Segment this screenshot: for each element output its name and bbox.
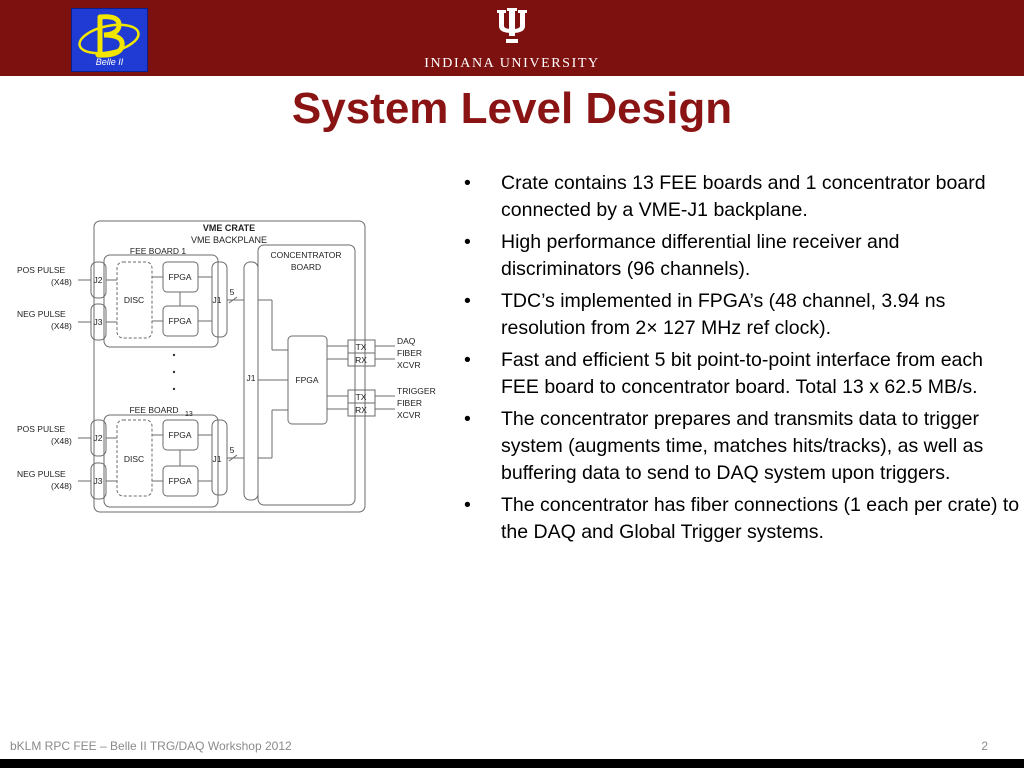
- bullet-symbol: •: [464, 408, 471, 430]
- iu-trident-icon: [495, 8, 529, 44]
- bullet-item: [460, 406, 1020, 487]
- tx-label-trigger: TX: [355, 392, 367, 402]
- bullet-symbol: •: [464, 231, 471, 253]
- concentrator-label-1: CONCENTRATOR: [270, 250, 342, 260]
- j1-label-1: J1: [212, 295, 222, 305]
- bullet-text: Fast and efficient 5 bit point-to-point interface from each FEE board to concentrator board. Total 13 x 62.5 MB/s.: [501, 349, 983, 398]
- bullet-item: [460, 347, 1020, 401]
- bullet-text: The concentrator has fiber connections (1 each per crate) to the DAQ and Global Trigger systems.: [501, 494, 1020, 543]
- bullet-item: [460, 492, 1020, 546]
- x48-label-2: (X48): [51, 321, 72, 331]
- j3-label-13: J3: [93, 476, 103, 486]
- bullet-item: [460, 229, 1020, 283]
- j3-label-1: J3: [93, 317, 103, 327]
- j1-label-13: J1: [212, 454, 222, 464]
- bottom-bar: [0, 759, 1024, 768]
- fee-board-13-box: [104, 415, 218, 507]
- bullet-text: TDC’s implemented in FPGA’s (48 channel, 3.94 ns resolution from 2× 127 MHz ref clock).: [501, 290, 946, 339]
- vme-crate-box: [94, 221, 365, 512]
- crate-title: VME CRATE: [202, 223, 256, 233]
- neg-pulse-label-1: NEG PULSE: [17, 309, 66, 319]
- pos-pulse-label-1: POS PULSE: [17, 265, 66, 275]
- belle-ii-logo: [71, 8, 148, 72]
- fee-board-1-box: [104, 255, 218, 347]
- bullet-symbol: •: [464, 494, 471, 516]
- disc-label-1: DISC: [123, 295, 145, 305]
- pos-pulse-label-13: POS PULSE: [17, 424, 66, 434]
- neg-pulse-label-13: NEG PULSE: [17, 469, 66, 479]
- fee-board-13-label: FEE BOARD: [129, 405, 179, 415]
- trigger-label-1: TRIGGER: [397, 386, 436, 396]
- footer-text: bKLM RPC FEE – Belle II TRG/DAQ Workshop 2012: [10, 739, 292, 753]
- trigger-label-3: XCVR: [397, 410, 421, 420]
- x48-label-4: (X48): [51, 481, 72, 491]
- fee-board-13-number: 13: [185, 411, 193, 418]
- backplane-label: VME BACKPLANE: [190, 235, 268, 245]
- fpga-label-1a: FPGA: [168, 272, 192, 282]
- bullet-symbol: •: [464, 290, 471, 312]
- daq-label-2: FIBER: [397, 348, 423, 358]
- x48-label-3: (X48): [51, 436, 72, 446]
- fpga-label-13b: FPGA: [168, 476, 192, 486]
- bullet-symbol: •: [464, 172, 471, 194]
- bus-width-13: 5: [229, 445, 235, 455]
- bullet-text: Crate contains 13 FEE boards and 1 concentrator board connected by a VME-J1 backplane.: [501, 172, 986, 221]
- bullet-item: [460, 288, 1020, 342]
- bullet-item: [460, 170, 1020, 224]
- fpga-label-13a: FPGA: [168, 430, 192, 440]
- trigger-label-2: FIBER: [397, 398, 423, 408]
- concentrator-fpga-label: FPGA: [295, 375, 319, 385]
- belle-logo-text: Belle II: [95, 57, 124, 67]
- bus-width-1: 5: [229, 287, 235, 297]
- concentrator-label-2: BOARD: [290, 262, 322, 272]
- daq-label-3: XCVR: [397, 360, 421, 370]
- j2-label-1: J2: [93, 275, 103, 285]
- x48-label-1: (X48): [51, 277, 72, 287]
- disc-label-13: DISC: [123, 454, 145, 464]
- university-name: INDIANA UNIVERSITY: [424, 56, 600, 71]
- tx-label-daq: TX: [355, 342, 367, 352]
- j2-label-13: J2: [93, 433, 103, 443]
- page-number: 2: [981, 739, 988, 753]
- rx-label-daq: RX: [355, 355, 367, 365]
- bullet-text: The concentrator prepares and transmits data to trigger system (augments time, matches hits/tracks), as well as buffering data to send to DAQ system upon triggers.: [501, 408, 984, 484]
- slide-title: System Level Design: [291, 84, 733, 133]
- fpga-label-1b: FPGA: [168, 316, 192, 326]
- fee-board-1-label: FEE BOARD 1: [129, 246, 187, 256]
- bullet-text: High performance differential line receiver and discriminators (96 channels).: [501, 231, 900, 280]
- bullet-list: [460, 170, 1020, 551]
- header-bar: [0, 0, 1024, 76]
- j1-backplane-label: J1: [246, 373, 256, 383]
- daq-label-1: DAQ: [397, 336, 416, 346]
- bullet-symbol: •: [464, 349, 471, 371]
- rx-label-trigger: RX: [355, 405, 367, 415]
- system-block-diagram: [0, 210, 460, 520]
